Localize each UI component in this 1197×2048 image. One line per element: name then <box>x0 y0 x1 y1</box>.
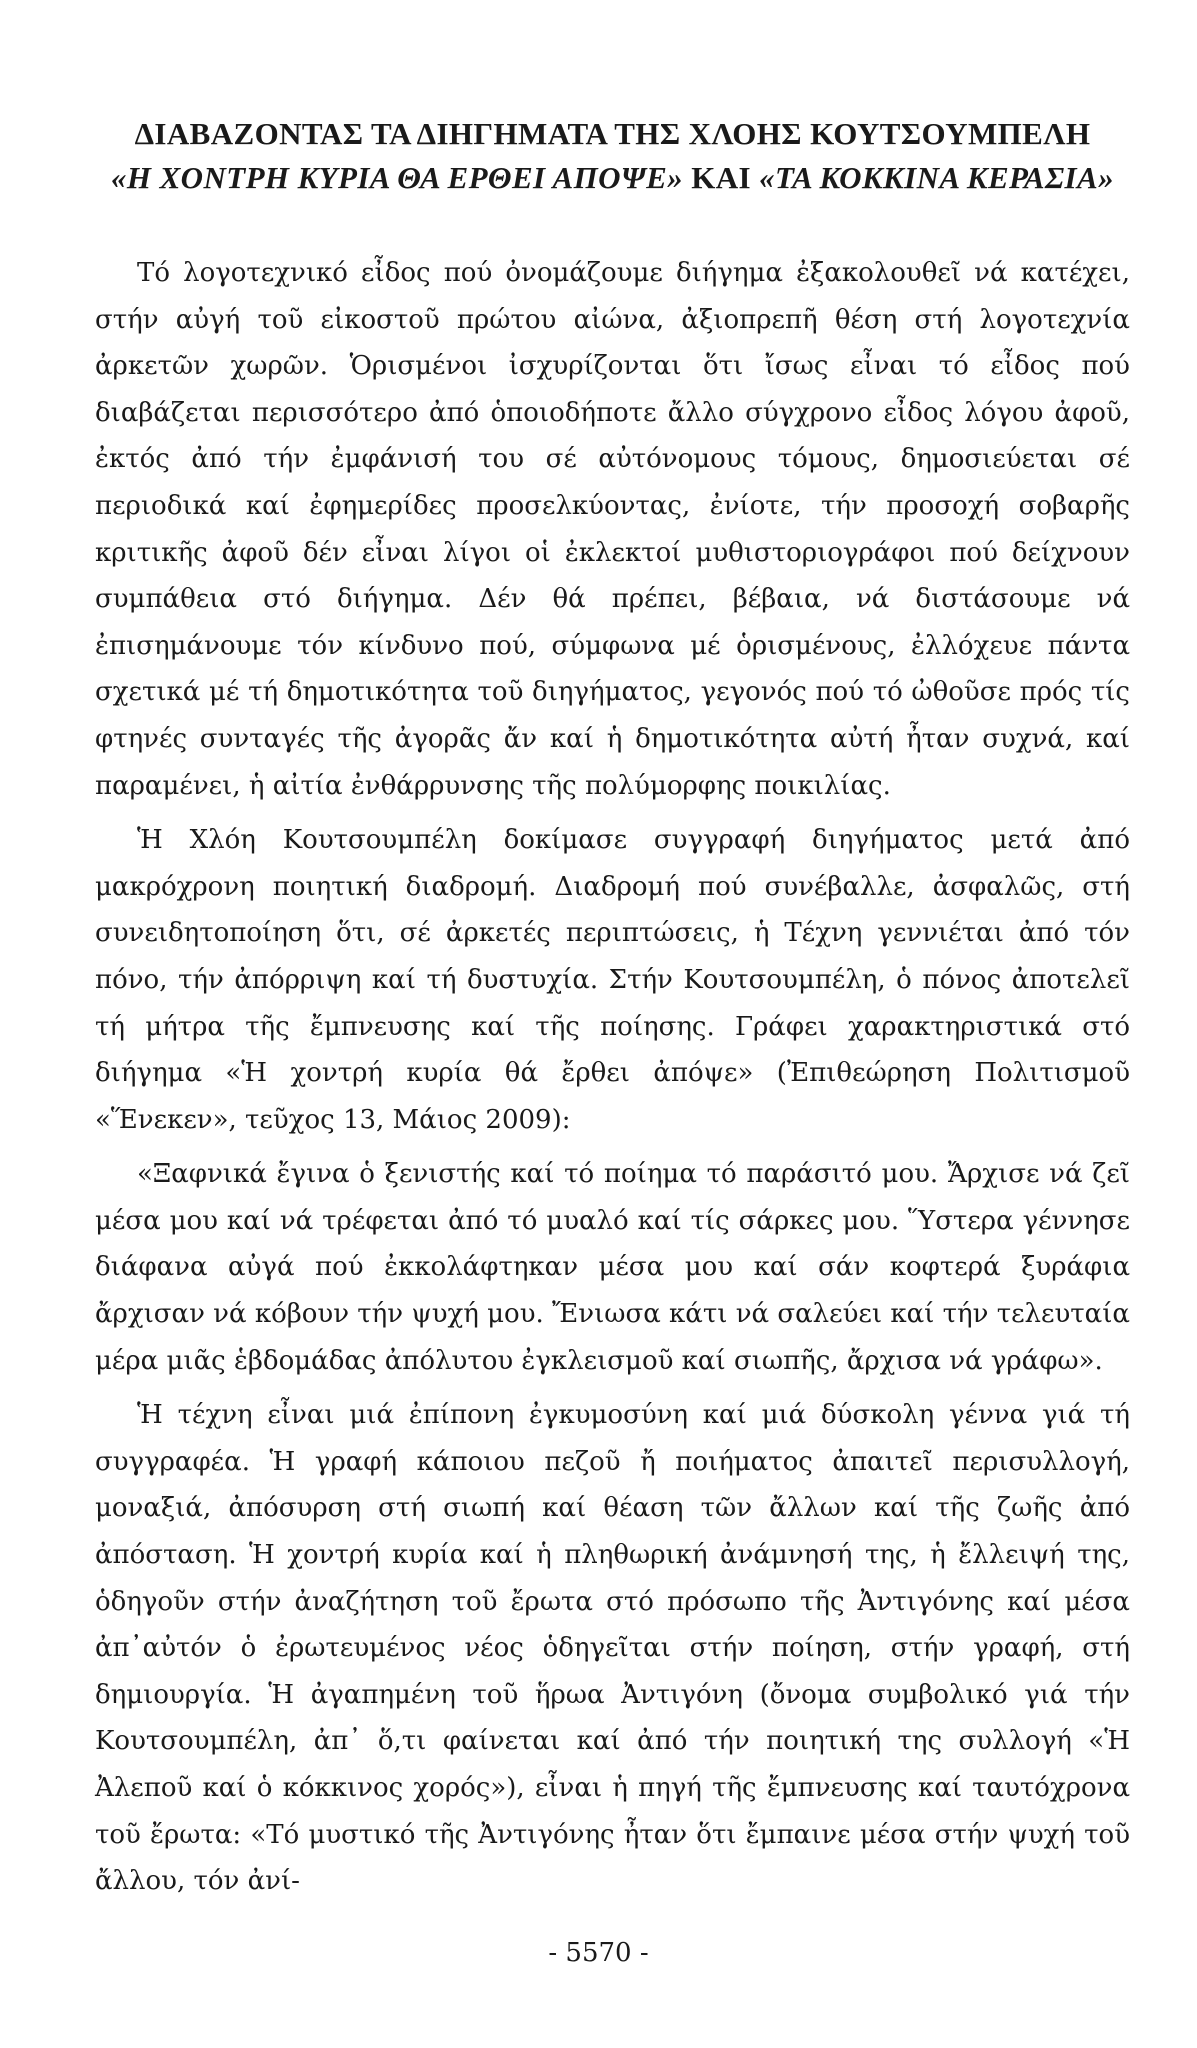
page-number: - 5570 - <box>548 1938 649 1968</box>
title-line-2 <box>95 156 1130 200</box>
paragraph-4: Ἡ τέχνη εἶναι μιά ἐπίπονη ἐγκυμοσύνη καί μιά δύσκολη γέννα γιά τή συγγραφέα. Ἡ γραφή κάποιου πεζοῦ ἤ ποιήματος ἀπαιτεῖ περισυλλογή, μοναξιά, ἀπόσυρση στή σιωπή καί θέαση τῶν ἄλλων καί τῆς ζωῆς ἀπό ἀπόσταση. Ἡ χοντρή κυρία καί ἡ πληθωρική ἀνάμνησή της, ἡ ἔλλειψή της, ὁδηγοῦν στήν ἀναζήτηση τοῦ ἔρωτα στό πρόσωπο τῆς Ἀντιγόνης καί μέσα ἀπ᾽αὐτόν ὁ ἐρωτευμένος νέος ὁδηγεῖται στήν ποίηση, στήν γραφή, στή δημιουργία. Ἡ ἀγαπημένη τοῦ ἥρωα Ἀντιγόνη (ὄνομα συμβολικό γιά τήν Κουτσουμπέλη, ἀπ᾽ ὅ,τι φαίνεται καί ἀπό τήν ποιητική της συλλογή «Ἡ Ἀλεποῦ καί ὁ κόκκινος χορός»), εἶναι ἡ πηγή τῆς ἔμπνευσης καί ταυτόχρονα τοῦ ἔρωτα: «Τό μυστικό τῆς Ἀντιγόνης ἦταν ὅτι ἔμπαινε μέσα στήν ψυχή τοῦ ἄλλου, τόν ἀνί- <box>95 1400 1130 1897</box>
title-line-1: ΔΙΑΒΑΖΟΝΤΑΣ ΤΑ ΔΙΗΓΗΜΑΤΑ ΤΗΣ ΧΛΟΗΣ ΚΟΥΤΣΟΥΜΠΕΛΗ <box>134 116 1091 151</box>
paragraph-1: Τό λογοτεχνικό εἶδος πού ὀνομάζουμε διήγημα ἐξακολουθεῖ νά κατέχει, στήν αὐγή τοῦ εἰκοστοῦ πρώτου αἰώνα, ἀξιοπρεπῆ θέση στή λογοτεχνία ἀρκετῶν χωρῶν. Ὁρισμένοι ἰσχυρίζονται ὅτι ἴσως εἶναι τό εἶδος πού διαβάζεται περισσότερο ἀπό ὁποιοδήποτε ἄλλο σύγχρονο εἶδος λόγου ἀφοῦ, ἐκτός ἀπό τήν ἐμφάνισή του σέ αὐτόνομους τόμους, δημοσιεύεται σέ περιοδικά καί ἐφημερίδες προσελκύοντας, ἐνίοτε, τήν προσοχή σοβαρῆς κριτικῆς ἀφοῦ δέν εἶναι λίγοι οἱ ἐκλεκτοί μυθιστοριογράφοι πού δείχνουν συμπάθεια στό διήγημα. Δέν θά πρέπει, βέβαια, νά διστάσουμε νά ἐπισημάνουμε τόν κίνδυνο πού, σύμφωνα μέ ὁρισμένους, ἐλλόχευε πάντα σχετικά μέ τή δημοτικότητα τοῦ διηγήματος, γεγονός πού τό ὠθοῦσε πρός τίς φτηνές συνταγές τῆς ἀγορᾶς ἄν καί ἡ δημοτικότητα αὐτή ἦταν συχνά, καί παραμένει, ἡ αἰτία ἐνθάρρυνσης τῆς πολύμορφης ποικιλίας. <box>95 258 1130 801</box>
document-page <box>95 112 1130 1913</box>
article-title <box>95 112 1130 200</box>
title-work-1: «Η ΧΟΝΤΡΗ ΚΥΡΙΑ ΘΑ ΕΡΘΕΙ ΑΠΟΨΕ» <box>111 160 684 195</box>
article-body <box>95 250 1130 1905</box>
paragraph-quote: «Ξαφνικά ἔγινα ὁ ξενιστής καί τό ποίημα τό παράσιτό μου. Ἄρχισε νά ζεῖ μέσα μου καί νά τρέφεται ἀπό τό μυαλό καί τίς σάρκες μου. Ὕστερα γέννησε διάφανα αὐγά πού ἐκκολάφτηκαν μέσα μου καί σάν κοφτερά ξυράφια ἄρχισαν νά κόβουν τήν ψυχή μου. Ἔνιωσα κάτι νά σαλεύει καί τήν τελευταία μέρα μιᾶς ἑβδομάδας ἀπόλυτου ἐγκλεισμοῦ καί σιωπῆς, ἄρχισα νά γράφω». <box>95 1159 1130 1376</box>
title-conjunction: ΚΑΙ <box>683 160 760 195</box>
paragraph-2: Ἡ Χλόη Κουτσουμπέλη δοκίμασε συγγραφή διηγήματος μετά ἀπό μακρόχρονη ποιητική διαδρομή. Διαδρομή πού συνέβαλλε, ἀσφαλῶς, στή συνειδητοποίηση ὅτι, σέ ἀρκετές περιπτώσεις, ἡ Τέχνη γεννιέται ἀπό τόν πόνο, τήν ἀπόρριψη καί τή δυστυχία. Στήν Κουτσουμπέλη, ὁ πόνος ἀποτελεῖ τή μήτρα τῆς ἔμπνευσης καί τῆς ποίησης. Γράφει χαρακτηριστικά στό διήγημα «Ἡ χοντρή κυρία θά ἔρθει ἀπόψε» (Ἐπιθεώρηση Πολιτισμοῦ «Ἕνεκεν», τεῦχος 13, Μάιος 2009): <box>95 825 1130 1135</box>
title-work-2: «ΤΑ ΚΟΚΚΙΝΑ ΚΕΡΑΣΙΑ» <box>759 160 1114 195</box>
